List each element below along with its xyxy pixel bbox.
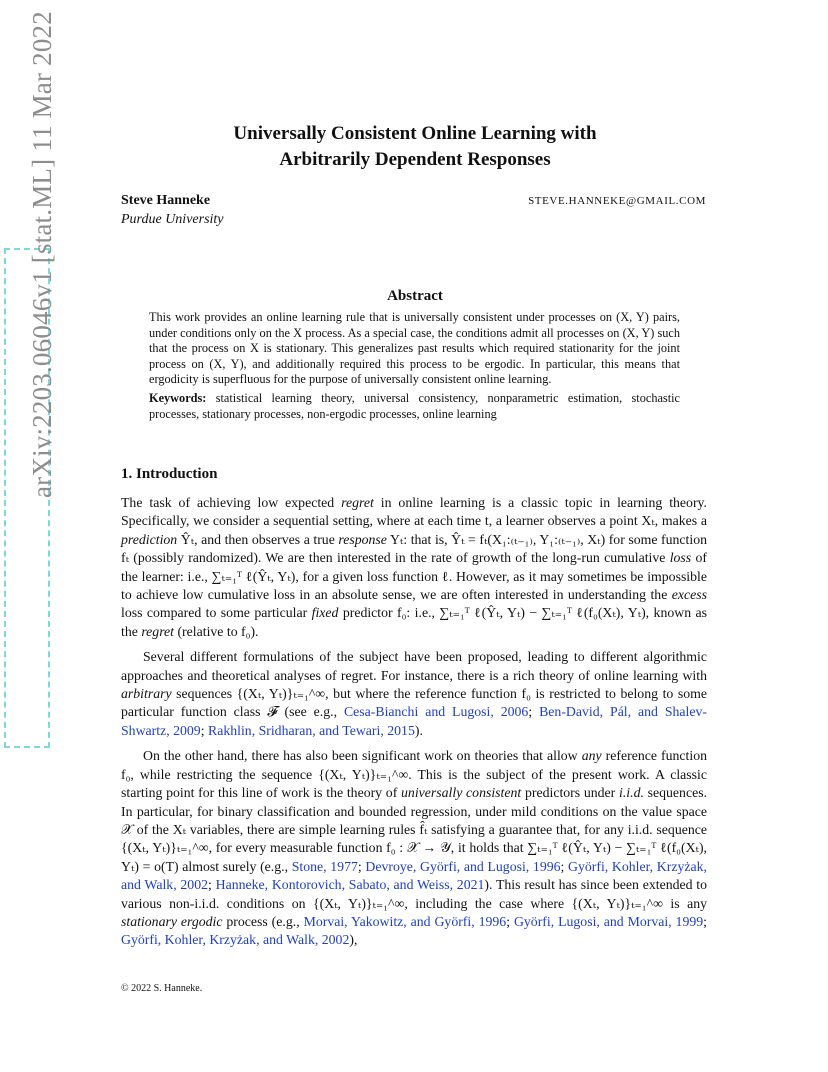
arxiv-stamp: arXiv:2203.06046v1 [stat.ML] 11 Mar 2022 [27,11,57,498]
title-line-2: Arbitrarily Dependent Responses [279,149,551,170]
citation-link[interactable]: Rakhlin, Sridharan, and Tewari, 2015 [208,722,415,738]
citation-link[interactable]: Hanneke, Kontorovich, Sabato, and Weiss, 2021 [215,877,485,893]
abstract-heading: Abstract [387,288,443,304]
citation-link[interactable]: Györfi, Kohler, Krzyżak, and Walk, 2002 [121,932,350,948]
citation-link[interactable]: Stone, 1977 [291,858,358,874]
keywords-list: statistical learning theory, universal consistency, nonparametric estimation, stochastic processes, stationary processes, non-ergodic processes, online learning [149,390,680,421]
author-name: Steve Hanneke [121,193,211,208]
intro-paragraph-1: The task of achieving low expected regret in online learning is a classic topic in learning theory. Specifically, we consider a sequential setting, where at each time t, a learner observes a point Xₜ, makes a prediction Ŷₜ, and then observes a true response Yₜ: that is, Ŷₜ = fₜ(X₁:₍ₜ₋₁₎, Y₁:₍ₜ₋₁₎, Xₜ) for some function fₜ (possibly randomized). We are then interested in the rate of growth of the long-run cumulative loss of the learner: i.e., ∑ₜ₌₁ᵀ ℓ(Ŷₜ, Yₜ), for a given loss function ℓ. However, as it may sometimes be impossible to achieve low cumulative loss in an absolute sense, we are often interested in understanding the excess loss compared to some particular fixed predictor f₀: i.e., ∑ₜ₌₁ᵀ ℓ(Ŷₜ, Yₜ) − ∑ₜ₌₁ᵀ ℓ(f₀(Xₜ), Yₜ), known as the regret (relative to f₀). [121,495,707,639]
introduction-body [121,494,707,957]
citation-link[interactable]: Györfi, Kohler, Krzyżak, and Walk, 2002 [121,858,707,893]
author-email: STEVE.HANNEKE@GMAIL.COM [528,195,706,207]
keywords-label: Keywords: [149,390,207,405]
abstract-text: This work provides an online learning rule that is universally consistent under processes on (X, Y) pairs, under conditions only on the X process. As a special case, the conditions admit all processes on (X, Y) such that the process on X is stationary. This generalizes past results which required stationarity for the joint process on (X, Y), and additionally required this process to be ergodic. In particular, this means that ergodicity is superfluous for the purpose of universally consistent online learning. [149,310,680,387]
citation-link[interactable]: Devroye, Györfi, and Lugosi, 1996 [365,858,561,874]
citation-link[interactable]: Ben-David, Pál, and Shalev-Shwartz, 2009 [121,704,708,738]
copyright-footer: © 2022 S. Hanneke. [121,983,203,994]
intro-paragraph-2: Several different formulations of the subject have been proposed, leading to different algorithmic approaches and theoretical analyses of regret. For instance, there is a rich theory of online learning with arbitrary sequences {(Xₜ, Yₜ)}ₜ₌₁^∞, but where the reference function f₀ is restricted to belong to some particular function class 𝓕 (see e.g., Cesa-Bianchi and Lugosi, 2006; Ben-David, Pál, and Shalev-Shwartz, 2009; Rakhlin, Sridharan, and Tewari, 2015). [121,649,708,738]
section-heading-introduction: 1. Introduction [121,466,218,482]
author-affiliation: Purdue University [121,212,224,227]
citation-link[interactable]: Cesa-Bianchi and Lugosi, 2006 [343,704,529,720]
title-line-1: Universally Consistent Online Learning with [233,123,597,144]
paper-title [100,121,730,173]
keywords [149,391,680,422]
intro-paragraph-3: On the other hand, there has also been significant work on theories that allow any reference function f₀, while restricting the sequence {(Xₜ, Yₜ)}ₜ₌₁^∞. This is the subject of the present work. A classic starting point for this line of work is the theory of universally consistent predictors under i.i.d. sequences. In particular, for binary classification and bounded regression, under mild conditions on the value space 𝒳 of the Xₜ variables, there are simple learning rules f̂ₜ satisfying a guarantee that, for any i.i.d. sequence {(Xₜ, Yₜ)}ₜ₌₁^∞, for every measurable function f₀ : 𝒳 → 𝒴, it holds that ∑ₜ₌₁ᵀ ℓ(Ŷₜ, Yₜ) − ∑ₜ₌₁ᵀ ℓ(f₀(Xₜ), Yₜ) = o(T) almost surely (e.g., Stone, 1977; Devroye, Györfi, and Lugosi, 1996; Györfi, Kohler, Krzyżak, and Walk, 2002; Hanneke, Kontorovich, Sabato, and Weiss, 2021). This result has since been extended to various non-i.i.d. conditions on {(Xₜ, Yₜ)}ₜ₌₁^∞, including the case where {(Xₜ, Yₜ)}ₜ₌₁^∞ is any stationary ergodic process (e.g., Morvai, Yakowitz, and Györfi, 1996; Györfi, Lugosi, and Morvai, 1999; Györfi, Kohler, Krzyżak, and Walk, 2002), [121,748,708,948]
citation-link[interactable]: Györfi, Lugosi, and Morvai, 1999 [513,913,704,929]
abstract-body [149,310,680,422]
citation-link[interactable]: Morvai, Yakowitz, and Györfi, 1996 [303,913,507,929]
